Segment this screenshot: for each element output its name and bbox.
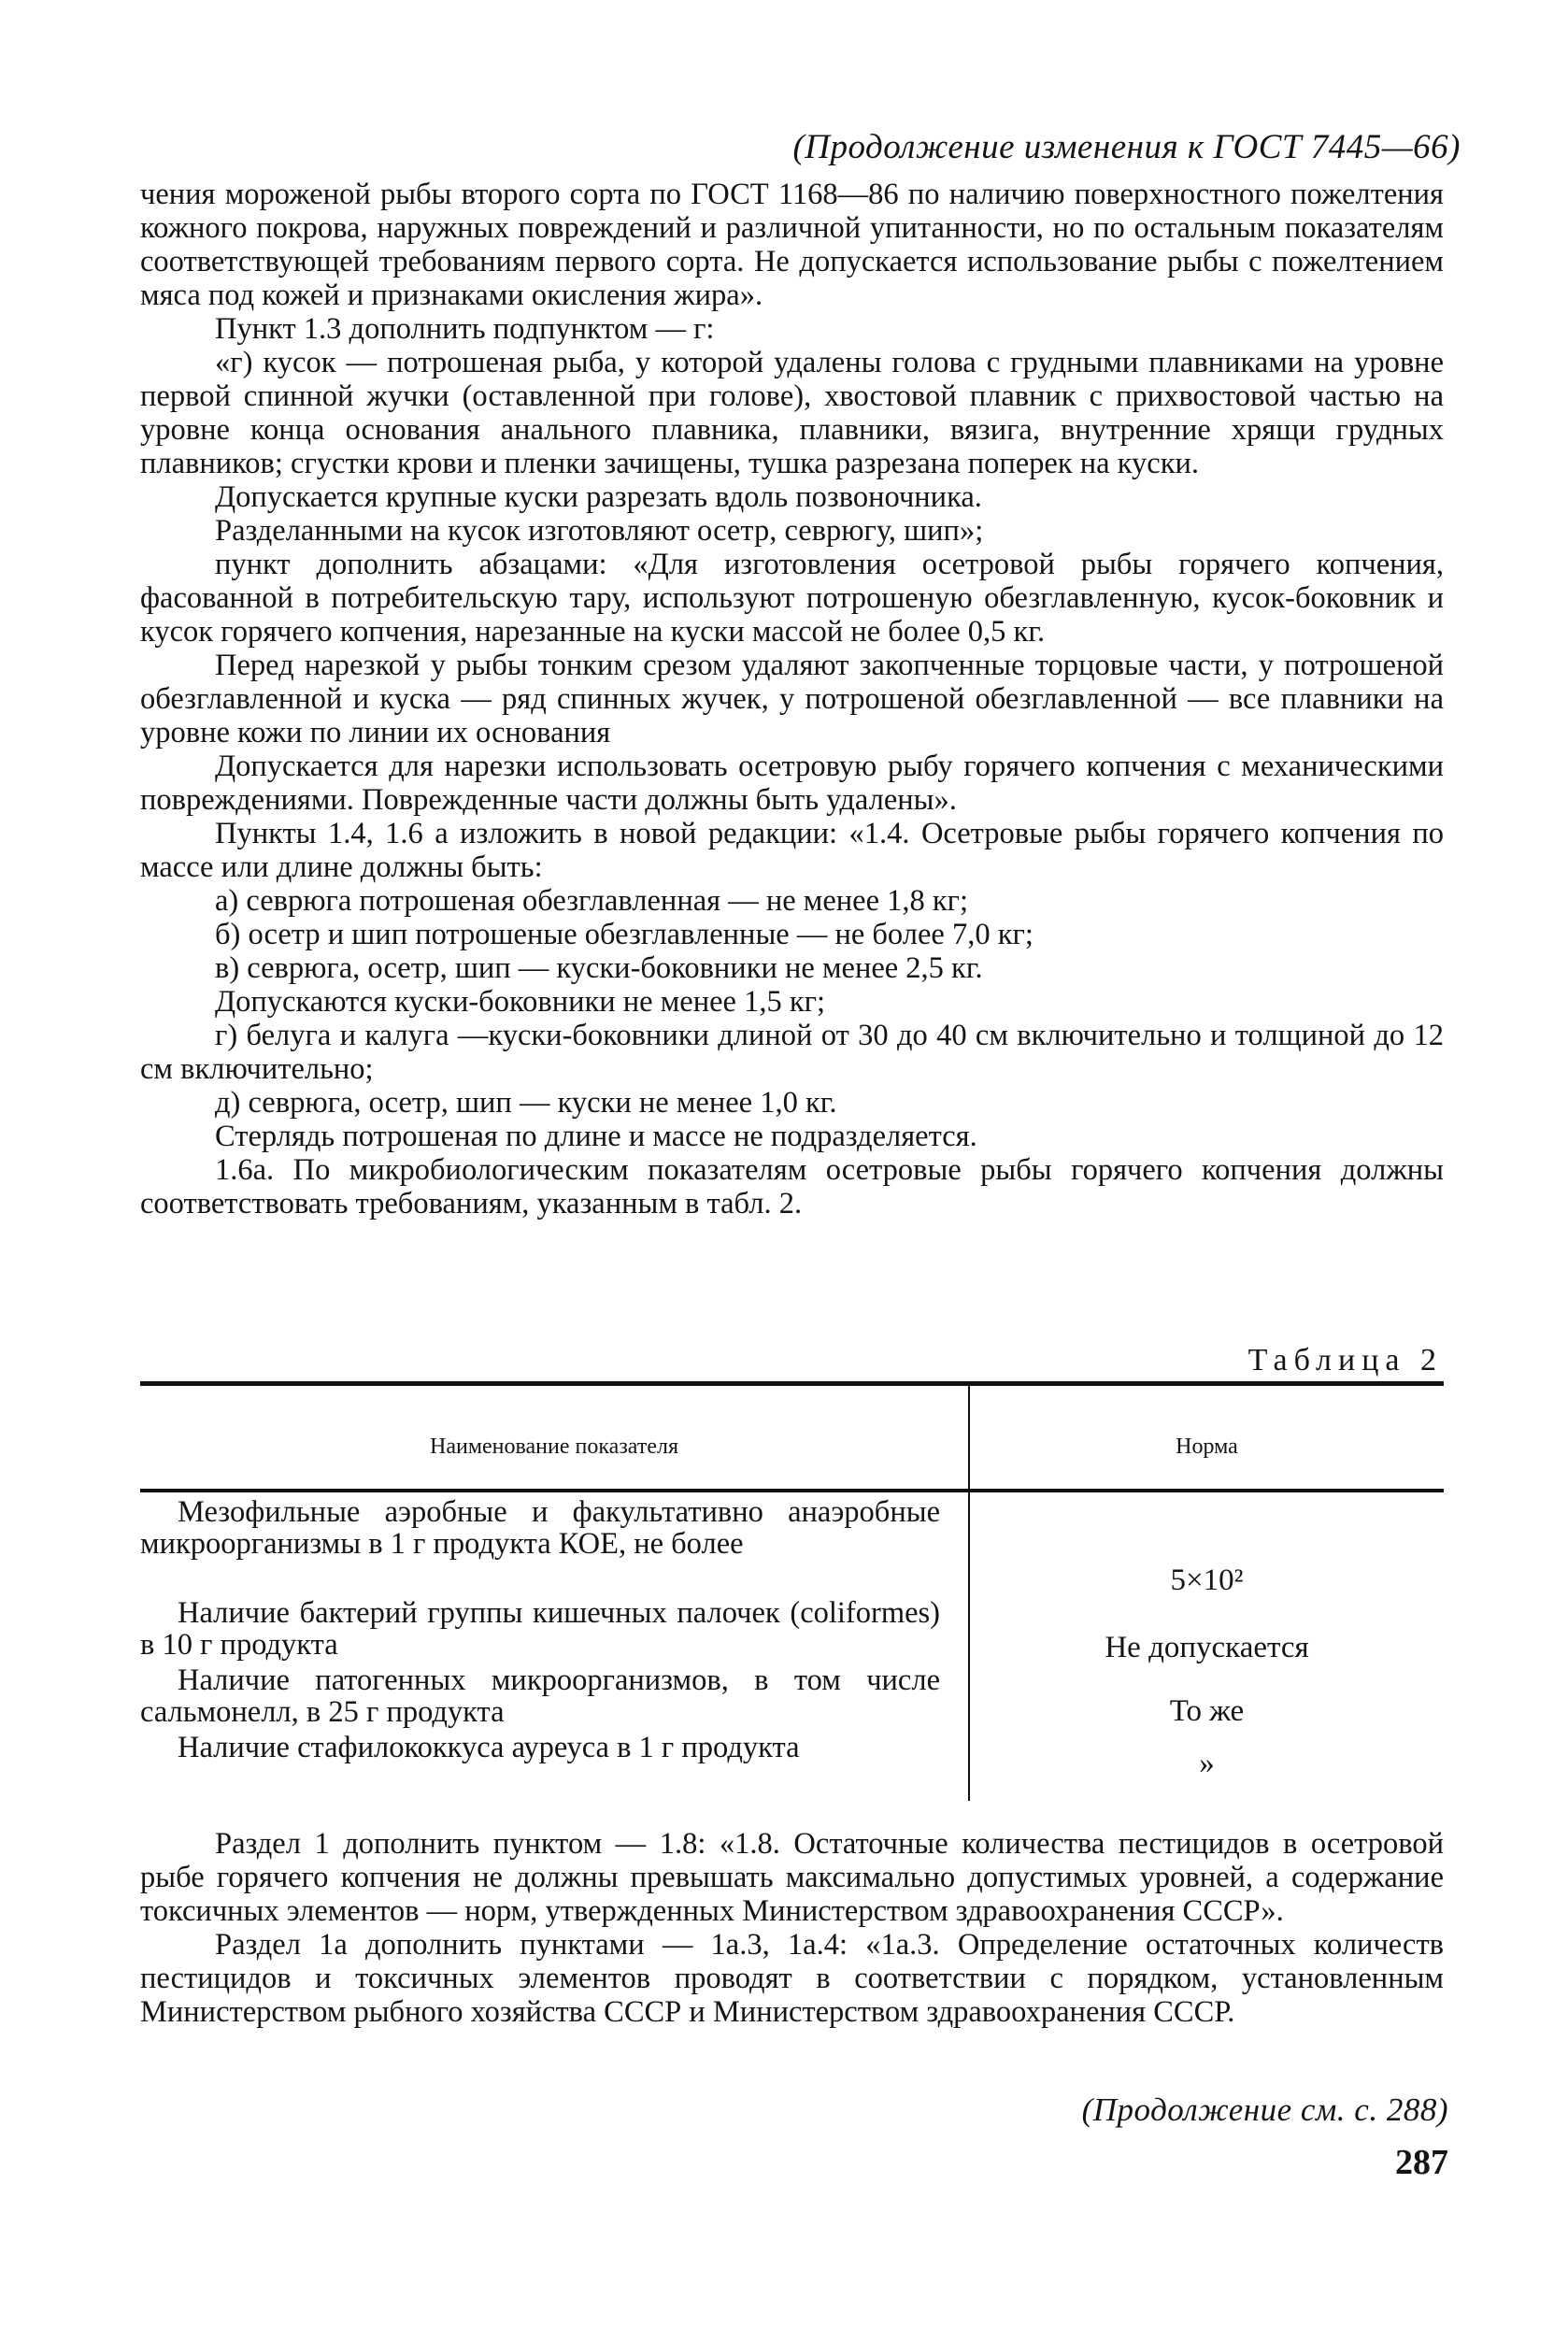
paragraph: Перед нарезкой у рыбы тонким срезом удаляют закопченные торцовые части, у потрошеной обезглавленной и куска — ряд спинных жучек, у потрошеной обезглавленной — все плавники на уровне кожи по линии их основания [140,649,1444,749]
norms-table [140,1381,1444,1801]
list-item: а) севрюга потрошеная обезглавленная — не менее 1,8 кг; [215,884,969,918]
continuation-note: (Продолжение см. с. 288) [1081,2091,1448,2128]
header-indicator: Наименование показателя [430,1435,678,1459]
cell-indicator: Мезофильные аэробные и факультативно анаэробные микроорганизмы в 1 г продукта КОЕ, не более [140,1495,940,1561]
paragraph: Допускается крупные куски разрезать вдоль позвоночника. [215,480,982,514]
page-number: 287 [1395,2143,1448,2182]
table-body [140,1492,1444,1801]
running-head: (Продолжение изменения к ГОСТ 7445—66) [792,128,1461,166]
list-item: г) белуга и калуга —куски-боковники длиной от 30 до 40 см включительно и толщиной до 12 см включительно; [140,1019,1444,1086]
paragraph: Пункты 1.4, 1.6 а изложить в новой редакции: «1.4. Осетровые рыбы горячего копчения по массе или длине должны быть: [140,817,1444,884]
after-table-text [140,1827,1444,2029]
table-row [140,1664,940,1728]
paragraph: 1.6а. По микробиологическим показателям осетровые рыбы горячего копчения должны соответствовать требованиям, указанным в табл. 2. [140,1153,1444,1220]
table-caption: Таблица 2 [1247,1343,1443,1377]
paragraph: «г) кусок — потрошеная рыба, у которой удалены голова с грудными плавниками на уровне первой спинной жучки (оставленной при голове), хвостовой плавник с прихвостовой частью на уровне конца основания анального плавника, плавники, вязига, внутренние хрящи грудных плавников; сгустки крови и пленки зачищены, тушка разрезана поперек на куски. [140,346,1444,480]
paragraph: Допускается для нарезки использовать осетровую рыбу горячего копчения с механическими повреждениями. Поврежденные части должны быть удалены». [140,749,1444,817]
list-item: в) севрюга, осетр, шип — куски-боковники не менее 2,5 кг. [215,951,983,985]
paragraph: Стерлядь потрошеная по длине и массе не подразделяется. [215,1120,977,1153]
cell-indicator: Наличие стафилококкуса ауреуса в 1 г продукта [178,1731,800,1764]
cell-norm: Не допускается [1105,1631,1309,1664]
table-row [140,1732,940,1763]
cell-norm: 5×10² [1170,1563,1244,1597]
paragraph: Разделанными на кусок изготовляют осетр, севрюгу, шип»; [215,514,984,548]
table-header [140,1386,1444,1489]
paragraph: пункт дополнить абзацами: «Для изготовления осетровой рыбы горячего копчения, фасованной в потребительскую тару, используют потрошеную обезглавленную, кусок-боковник и кусок горячего копчения, нарезанные на куски массой не более 0,5 кг. [140,548,1444,649]
paragraph: Раздел 1 дополнить пунктом — 1.8: «1.8. Остаточные количества пестицидов в осетровой рыбе горячего копчения не должны превышать максимально допустимых уровней, а содержание токсичных элементов — норм, утвержденных Министерством здравоохранения СССР». [140,1827,1444,1928]
paragraph: Допускаются куски-боковники не менее 1,5 кг; [215,985,825,1019]
table-row [140,1597,940,1661]
cell-norm: То же [1169,1694,1245,1728]
paragraph: чения мороженой рыбы второго сорта по ГОСТ 1168—86 по наличию поверхностного пожелтения кожного покрова, наружных повреждений и различной упитанности, но по остальным показателям соответствующей требованиям первого сорта. Не допускается использование рыбы с пожелтением мяса под кожей и признаками окисления жира». [140,178,1444,312]
paragraph: Пункт 1.3 дополнить подпунктом — г: [215,312,715,346]
cell-norm: » [1199,1747,1215,1780]
list-item: д) севрюга, осетр, шип — куски не менее 1,0 кг. [215,1086,837,1120]
main-text [140,178,1444,1220]
table-row [140,1496,940,1560]
cell-indicator: Наличие бактерий группы кишечных палочек (coliformes) в 10 г продукта [140,1596,940,1662]
cell-indicator: Наличие патогенных микроорганизмов, в том числе сальмонелл, в 25 г продукта [140,1663,940,1729]
list-item: б) осетр и шип потрошеные обезглавленные — не более 7,0 кг; [215,918,1033,951]
paragraph: Раздел 1а дополнить пунктами — 1а.3, 1а.4: «1а.3. Определение остаточных количеств пестицидов и токсичных элементов проводят в соответствии с порядком, установленным Министерством рыбного хозяйства СССР и Министерством здравоохранения СССР. [140,1928,1444,2029]
header-norm: Норма [1176,1435,1238,1459]
